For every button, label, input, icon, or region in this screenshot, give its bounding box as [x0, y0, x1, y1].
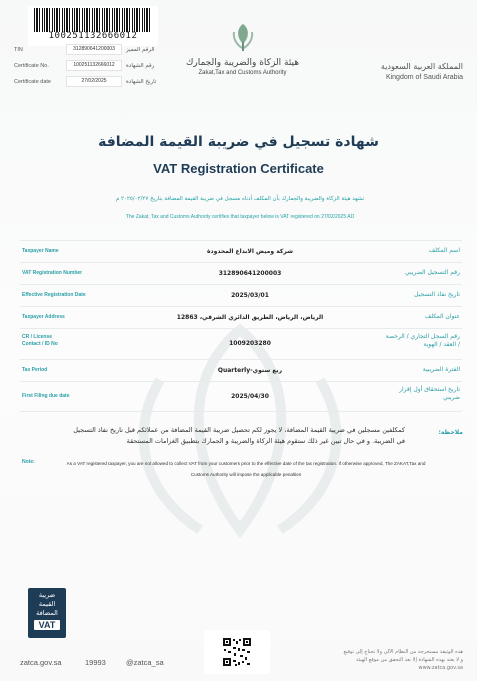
detail-label-ar: الفترة الضريبية: [422, 366, 460, 373]
detail-value: شركة وميض الابداع المحدودة: [207, 248, 293, 255]
detail-label-en-line1: CR / License: [22, 334, 53, 340]
detail-row-tax-period: [20, 359, 462, 381]
detail-label-ar: رقم السجل التجاري / الرخصة / العقد / الهوية: [385, 333, 460, 348]
note-text-ar: كمكلفين مسجلين في ضريبة القيمة المضافة، لا يجوز لكم تحصيل ضريبة القيمة المضافة من عملائكم قبل تاريخ نفاذ التسجيل في الضريبة. و في حال تبين غير ذلك ستقوم هيئة الزكاة والضريبة و الجمارك بتطبيق الغرامات المستحقة: [73, 426, 405, 445]
detail-value: الرياض، الرياض، الطريق الدائري الشرقي، 12863: [176, 314, 324, 321]
detail-label-en: [22, 334, 58, 348]
detail-label-en: First Filing due date: [22, 393, 70, 399]
note-label-ar: ملاحظة:: [438, 429, 463, 436]
zatca-palm-logo-icon: [230, 22, 256, 52]
detail-label-ar: تاريخ نفاذ التسجيل: [414, 291, 460, 298]
certification-statement-en: The Zakat, Tax and Customs Authority certifies that taxpayer below is VAT registered on 27/02/2025 AD: [125, 214, 355, 220]
kingdom-name: [353, 62, 463, 81]
meta-label-en: Certificate No.: [14, 63, 49, 69]
note-text-en: As a VAT registered taxpayer, you are not allowed to collect VAT from your customers prior to the effective date of the tax registration. If otherwise approved, The ZAKAT,Tax and Customs Authority will impose the applicable penalties: [66, 461, 426, 477]
authority-name-ar: هيئة الزكاة والضريبة والجمارك: [185, 58, 300, 68]
page-title-en: VAT Registration Certificate: [153, 161, 324, 176]
meta-row-tin: [14, 42, 184, 58]
kingdom-name-en: Kingdom of Saudi Arabia: [385, 74, 463, 81]
meta-row-certificate-no: [14, 58, 184, 74]
meta-value: 312890641200003: [66, 44, 122, 55]
vat-badge-ar-line3: المضافة: [36, 609, 58, 617]
detail-value: 1009203280: [229, 340, 271, 347]
detail-label-en: Effective Registration Date: [22, 292, 86, 298]
barcode-number: 100251132666012: [48, 31, 138, 41]
detail-row-address: [20, 306, 462, 328]
detail-label-ar: عنوان المكلف: [425, 313, 460, 320]
detail-label-ar: اسم المكلف: [428, 247, 460, 254]
detail-value: 312890641200003: [218, 270, 282, 277]
detail-label-ar: تاريخ استحقاق أول إقرار ضريبي: [399, 386, 460, 401]
detail-label-en: Taxpayer Address: [22, 314, 65, 320]
note-label-en: Note:: [22, 459, 35, 465]
detail-row-effective-date: [20, 284, 462, 306]
detail-row-taxpayer-name: [20, 240, 462, 262]
authority-name-en: Zakat,Tax and Customs Authority: [198, 70, 287, 76]
certification-statement-ar: تشهد هيئة الزكاة والضريبة والجمارك بأن المكلف أدناه مسجل في ضريبة القيمة المضافة بتاريخ ٢٠٢٥/٠٢/٢٧ م: [115, 196, 365, 202]
meta-value: 27/02/2025: [66, 76, 122, 87]
footer-social-handle[interactable]: @zatca_sa: [126, 658, 164, 667]
detail-label-en-line2: Contact / ID No: [22, 341, 58, 347]
meta-label-ar: تاريخ الشهادة: [126, 79, 157, 85]
footer-phone: 19993: [85, 658, 106, 667]
vat-badge-en: VAT: [34, 620, 60, 630]
page-title-ar: شهادة تسجيل في ضريبة القيمة المضافة: [98, 134, 379, 150]
detail-row-first-filing: [20, 381, 462, 412]
detail-row-vat-number: [20, 262, 462, 284]
vat-badge-ar-line2: القيمة: [38, 600, 56, 608]
footer-disclaimer-line2: و لا يعتد بهذه الشهادة إلا بعد التحقق من موقع الهيئة: [356, 657, 463, 663]
footer-disclaimer-line1: هذه الوثيقة مستخرجة من النظام الآلي ولا تحتاج إلى توقيع: [343, 649, 463, 655]
footer-disclaimer: [293, 648, 463, 672]
meta-value: 100251132666012: [66, 60, 122, 71]
detail-label-ar: رقم التسجيل الضريبي: [405, 269, 460, 276]
detail-row-cr-license: [20, 328, 462, 359]
detail-value: Quarterly-ربع سنوي: [217, 367, 283, 374]
meta-label-ar: الرقم المميز: [126, 47, 155, 53]
meta-label-ar: رقم الشهادة: [126, 63, 155, 69]
meta-label-en: TIN: [14, 47, 23, 53]
barcode: [28, 6, 158, 46]
meta-label-en: Certificate date: [14, 79, 51, 85]
detail-label-en: Taxpayer Name: [22, 248, 59, 254]
meta-row-certificate-date: [14, 74, 184, 90]
footer-disclaimer-line3[interactable]: www.zatca.gov.sa: [418, 665, 463, 671]
footer: [0, 649, 477, 681]
detail-value: 2025/04/30: [231, 393, 269, 400]
authority-logo: [180, 22, 305, 88]
detail-label-en: Tax Period: [22, 367, 48, 373]
certificate-meta: [14, 42, 184, 90]
vat-badge-ar: [28, 588, 66, 618]
barcode-icon: [34, 8, 152, 32]
detail-label-en: VAT Registration Number: [22, 270, 83, 276]
kingdom-name-ar: المملكة العربية السعودية: [380, 62, 463, 71]
footer-website-link[interactable]: zatca.gov.sa: [20, 658, 62, 667]
detail-value: 2025/03/01: [231, 292, 269, 299]
vat-badge-ar-line1: ضريبة: [38, 591, 56, 599]
vat-badge: [28, 588, 66, 638]
registration-details: [20, 240, 462, 412]
